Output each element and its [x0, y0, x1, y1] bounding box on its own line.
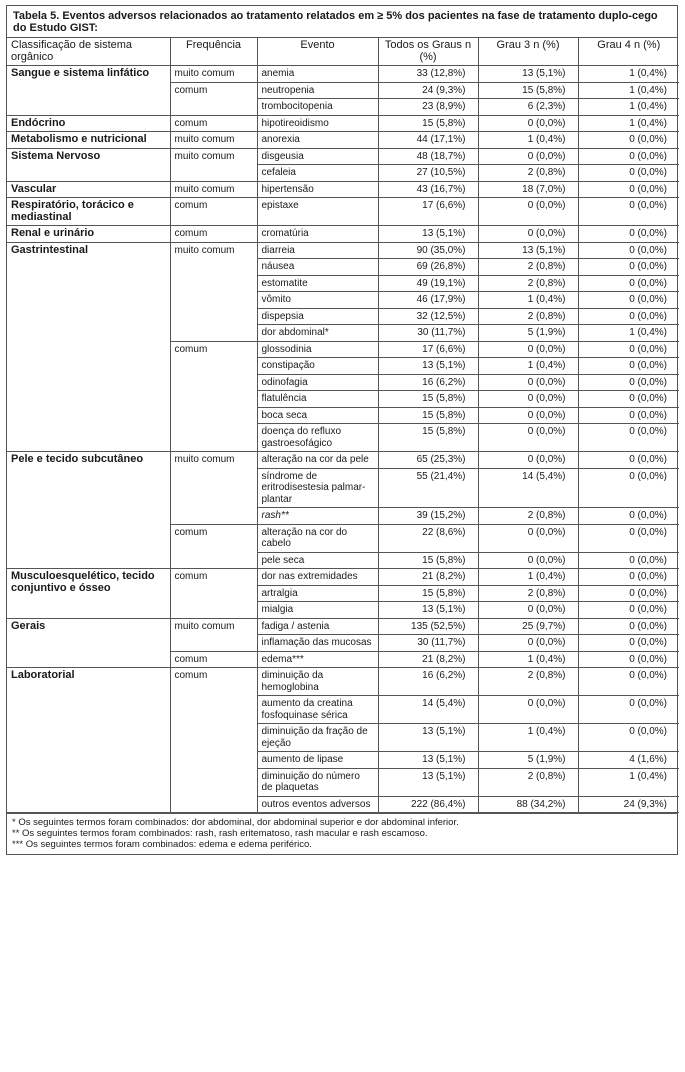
grade-3-cell: 0 (0,0%) — [478, 524, 578, 552]
all-grades-cell: 14 (5,4%) — [378, 696, 478, 724]
grade-4-cell: 0 (0,0%) — [578, 569, 679, 586]
grade-3-cell: 18 (7,0%) — [478, 181, 578, 198]
event-cell: aumento de lipase — [257, 752, 378, 769]
all-grades-cell: 27 (10,5%) — [378, 165, 478, 182]
header-grade-3: Grau 3 n (%) — [478, 38, 578, 66]
grade-3-cell: 1 (0,4%) — [478, 358, 578, 375]
grade-3-cell: 2 (0,8%) — [478, 668, 578, 696]
grade-3-cell: 0 (0,0%) — [478, 115, 578, 132]
grade-4-cell: 1 (0,4%) — [578, 115, 679, 132]
header-frequency: Frequência — [170, 38, 257, 66]
grade-3-cell: 0 (0,0%) — [478, 602, 578, 619]
event-cell: trombocitopenia — [257, 99, 378, 116]
all-grades-cell: 32 (12,5%) — [378, 308, 478, 325]
grade-4-cell: 0 (0,0%) — [578, 292, 679, 309]
all-grades-cell: 24 (9,3%) — [378, 82, 478, 99]
grade-4-cell: 1 (0,4%) — [578, 768, 679, 796]
grade-3-cell: 13 (5,1%) — [478, 66, 578, 83]
grade-3-cell: 2 (0,8%) — [478, 165, 578, 182]
table-row — [7, 181, 679, 198]
grade-3-cell: 15 (5,8%) — [478, 82, 578, 99]
grade-3-cell: 1 (0,4%) — [478, 569, 578, 586]
all-grades-cell: 13 (5,1%) — [378, 226, 478, 243]
event-cell: hipotireoidismo — [257, 115, 378, 132]
event-cell: edema*** — [257, 651, 378, 668]
footnote-line: * Os seguintes termos foram combinados: dor abdominal, dor abdominal superior e dor abdominal inferior. — [12, 817, 459, 828]
event-cell: inflamação das mucosas — [257, 635, 378, 652]
frequency-cell: comum — [170, 341, 257, 452]
table-row — [7, 618, 679, 635]
all-grades-cell: 23 (8,9%) — [378, 99, 478, 116]
grade-4-cell: 4 (1,6%) — [578, 752, 679, 769]
adverse-events-table — [7, 38, 679, 813]
all-grades-cell: 135 (52,5%) — [378, 618, 478, 635]
event-cell: dispepsia — [257, 308, 378, 325]
grade-3-cell: 2 (0,8%) — [478, 508, 578, 525]
system-class-cell: Laboratorial — [7, 668, 170, 813]
frequency-cell: comum — [170, 524, 257, 569]
grade-3-cell: 0 (0,0%) — [478, 424, 578, 452]
all-grades-cell: 39 (15,2%) — [378, 508, 478, 525]
event-cell: outros eventos adversos — [257, 796, 378, 813]
table-row — [7, 148, 679, 165]
system-class-cell: Renal e urinário — [7, 226, 170, 243]
all-grades-cell: 222 (86,4%) — [378, 796, 478, 813]
frequency-cell: comum — [170, 82, 257, 115]
grade-4-cell: 0 (0,0%) — [578, 618, 679, 635]
all-grades-cell: 13 (5,1%) — [378, 752, 478, 769]
event-cell: síndrome de eritrodisestesia palmar-plantar — [257, 468, 378, 508]
grade-4-cell: 0 (0,0%) — [578, 165, 679, 182]
header-all-grades: Todos os Graus n (%) — [378, 38, 478, 66]
all-grades-cell: 30 (11,7%) — [378, 325, 478, 342]
event-cell: disgeusia — [257, 148, 378, 165]
grade-4-cell: 0 (0,0%) — [578, 524, 679, 552]
grade-4-cell: 1 (0,4%) — [578, 99, 679, 116]
all-grades-cell: 33 (12,8%) — [378, 66, 478, 83]
all-grades-cell: 65 (25,3%) — [378, 452, 478, 469]
grade-4-cell: 0 (0,0%) — [578, 552, 679, 569]
all-grades-cell: 17 (6,6%) — [378, 341, 478, 358]
all-grades-cell: 13 (5,1%) — [378, 358, 478, 375]
frequency-cell: muito comum — [170, 148, 257, 181]
grade-3-cell: 88 (34,2%) — [478, 796, 578, 813]
table-row — [7, 198, 679, 226]
table-row — [7, 66, 679, 83]
all-grades-cell: 46 (17,9%) — [378, 292, 478, 309]
grade-3-cell: 0 (0,0%) — [478, 391, 578, 408]
event-cell: fadiga / astenia — [257, 618, 378, 635]
all-grades-cell: 15 (5,8%) — [378, 391, 478, 408]
event-cell: artralgia — [257, 585, 378, 602]
system-class-cell: Musculoesquelético, tecido conjuntivo e ósseo — [7, 569, 170, 619]
grade-4-cell: 0 (0,0%) — [578, 724, 679, 752]
grade-4-cell: 1 (0,4%) — [578, 82, 679, 99]
all-grades-cell: 15 (5,8%) — [378, 552, 478, 569]
grade-4-cell: 0 (0,0%) — [578, 508, 679, 525]
all-grades-cell: 13 (5,1%) — [378, 602, 478, 619]
grade-4-cell: 0 (0,0%) — [578, 696, 679, 724]
event-cell: glossodinia — [257, 341, 378, 358]
adverse-events-table-frame — [6, 5, 678, 855]
table-row — [7, 115, 679, 132]
system-class-cell: Sistema Nervoso — [7, 148, 170, 181]
all-grades-cell: 15 (5,8%) — [378, 585, 478, 602]
grade-3-cell: 0 (0,0%) — [478, 226, 578, 243]
grade-4-cell: 0 (0,0%) — [578, 391, 679, 408]
grade-3-cell: 1 (0,4%) — [478, 724, 578, 752]
event-cell: flatulência — [257, 391, 378, 408]
grade-3-cell: 2 (0,8%) — [478, 308, 578, 325]
event-cell: aumento da creatina fosfoquinase sérica — [257, 696, 378, 724]
system-class-cell: Metabolismo e nutricional — [7, 132, 170, 149]
frequency-cell: comum — [170, 651, 257, 668]
event-cell: vômito — [257, 292, 378, 309]
header-event: Evento — [257, 38, 378, 66]
all-grades-cell: 15 (5,8%) — [378, 424, 478, 452]
all-grades-cell: 44 (17,1%) — [378, 132, 478, 149]
all-grades-cell: 13 (5,1%) — [378, 768, 478, 796]
all-grades-cell: 22 (8,6%) — [378, 524, 478, 552]
grade-4-cell: 0 (0,0%) — [578, 651, 679, 668]
grade-3-cell: 14 (5,4%) — [478, 468, 578, 508]
frequency-cell: muito comum — [170, 132, 257, 149]
table-row — [7, 668, 679, 696]
grade-4-cell: 0 (0,0%) — [578, 635, 679, 652]
grade-4-cell: 0 (0,0%) — [578, 424, 679, 452]
all-grades-cell: 49 (19,1%) — [378, 275, 478, 292]
grade-4-cell: 0 (0,0%) — [578, 585, 679, 602]
grade-3-cell: 0 (0,0%) — [478, 407, 578, 424]
all-grades-cell: 69 (26,8%) — [378, 259, 478, 276]
grade-4-cell: 1 (0,4%) — [578, 325, 679, 342]
all-grades-cell: 43 (16,7%) — [378, 181, 478, 198]
grade-3-cell: 25 (9,7%) — [478, 618, 578, 635]
table-row — [7, 452, 679, 469]
all-grades-cell: 16 (6,2%) — [378, 668, 478, 696]
grade-4-cell: 0 (0,0%) — [578, 242, 679, 259]
event-cell — [257, 508, 378, 525]
event-cell: diarreia — [257, 242, 378, 259]
table-row — [7, 242, 679, 259]
grade-3-cell: 0 (0,0%) — [478, 452, 578, 469]
header-row — [7, 38, 679, 66]
grade-3-cell: 5 (1,9%) — [478, 752, 578, 769]
event-cell: pele seca — [257, 552, 378, 569]
event-cell: dor abdominal* — [257, 325, 378, 342]
all-grades-cell: 21 (8,2%) — [378, 651, 478, 668]
event-cell: diminuição da hemoglobina — [257, 668, 378, 696]
grade-3-cell: 0 (0,0%) — [478, 635, 578, 652]
table-row — [7, 569, 679, 586]
frequency-cell: muito comum — [170, 242, 257, 341]
grade-3-cell: 0 (0,0%) — [478, 552, 578, 569]
event-cell: anorexia — [257, 132, 378, 149]
event-cell: doença do refluxo gastroesofágico — [257, 424, 378, 452]
event-cell: anemia — [257, 66, 378, 83]
all-grades-cell: 48 (18,7%) — [378, 148, 478, 165]
grade-3-cell: 0 (0,0%) — [478, 198, 578, 226]
event-cell: neutropenia — [257, 82, 378, 99]
event-cell: alteração na cor do cabelo — [257, 524, 378, 552]
system-class-cell: Sangue e sistema linfático — [7, 66, 170, 116]
grade-3-cell: 1 (0,4%) — [478, 132, 578, 149]
grade-3-cell: 1 (0,4%) — [478, 651, 578, 668]
frequency-cell: comum — [170, 226, 257, 243]
event-cell: epistaxe — [257, 198, 378, 226]
grade-3-cell: 0 (0,0%) — [478, 148, 578, 165]
grade-4-cell: 0 (0,0%) — [578, 341, 679, 358]
frequency-cell: comum — [170, 569, 257, 619]
grade-4-cell: 0 (0,0%) — [578, 132, 679, 149]
grade-3-cell: 2 (0,8%) — [478, 259, 578, 276]
grade-4-cell: 0 (0,0%) — [578, 181, 679, 198]
header-grade-4: Grau 4 n (%) — [578, 38, 679, 66]
grade-3-cell: 5 (1,9%) — [478, 325, 578, 342]
event-cell: alteração na cor da pele — [257, 452, 378, 469]
system-class-cell: Pele e tecido subcutâneo — [7, 452, 170, 569]
grade-3-cell: 2 (0,8%) — [478, 585, 578, 602]
grade-4-cell: 0 (0,0%) — [578, 148, 679, 165]
grade-3-cell: 6 (2,3%) — [478, 99, 578, 116]
system-class-cell: Endócrino — [7, 115, 170, 132]
table-row — [7, 226, 679, 243]
event-cell: dor nas extremidades — [257, 569, 378, 586]
grade-3-cell: 2 (0,8%) — [478, 275, 578, 292]
frequency-cell: muito comum — [170, 66, 257, 83]
all-grades-cell: 15 (5,8%) — [378, 407, 478, 424]
event-cell: estomatite — [257, 275, 378, 292]
all-grades-cell: 90 (35,0%) — [378, 242, 478, 259]
frequency-cell: comum — [170, 198, 257, 226]
grade-3-cell: 0 (0,0%) — [478, 696, 578, 724]
footnote-line: *** Os seguintes termos foram combinados: edema e edema periférico. — [12, 839, 312, 850]
event-cell: hipertensão — [257, 181, 378, 198]
grade-3-cell: 0 (0,0%) — [478, 374, 578, 391]
table-title: Tabela 5. Eventos adversos relacionados ao tratamento relatados em ≥ 5% dos pacientes na fase de tratamento duplo-cego do Estudo GIST: — [7, 6, 677, 38]
grade-3-cell: 0 (0,0%) — [478, 341, 578, 358]
grade-4-cell: 0 (0,0%) — [578, 668, 679, 696]
all-grades-cell: 16 (6,2%) — [378, 374, 478, 391]
all-grades-cell: 17 (6,6%) — [378, 198, 478, 226]
event-cell: cefaleia — [257, 165, 378, 182]
grade-4-cell: 0 (0,0%) — [578, 198, 679, 226]
footnote-line: ** Os seguintes termos foram combinados: rash, rash eritematoso, rash macular e rash escamoso. — [12, 828, 428, 839]
grade-4-cell: 0 (0,0%) — [578, 308, 679, 325]
grade-3-cell: 2 (0,8%) — [478, 768, 578, 796]
event-italic-term: rash** — [261, 510, 289, 521]
header-system: Classificação de sistema orgânico — [7, 38, 170, 66]
grade-4-cell: 0 (0,0%) — [578, 468, 679, 508]
frequency-cell: muito comum — [170, 452, 257, 525]
system-class-cell: Gastrintestinal — [7, 242, 170, 452]
grade-4-cell: 1 (0,4%) — [578, 66, 679, 83]
event-cell: diminuição da fração de ejeção — [257, 724, 378, 752]
event-cell: odinofagia — [257, 374, 378, 391]
system-class-cell: Respiratório, torácico e mediastinal — [7, 198, 170, 226]
grade-4-cell: 0 (0,0%) — [578, 374, 679, 391]
event-cell: cromatúria — [257, 226, 378, 243]
footnotes — [7, 813, 677, 854]
grade-4-cell: 0 (0,0%) — [578, 358, 679, 375]
event-cell: diminuição do número de plaquetas — [257, 768, 378, 796]
grade-4-cell: 0 (0,0%) — [578, 226, 679, 243]
frequency-cell: comum — [170, 668, 257, 813]
grade-4-cell: 0 (0,0%) — [578, 275, 679, 292]
frequency-cell: comum — [170, 115, 257, 132]
grade-3-cell: 13 (5,1%) — [478, 242, 578, 259]
all-grades-cell: 13 (5,1%) — [378, 724, 478, 752]
grade-4-cell: 0 (0,0%) — [578, 602, 679, 619]
grade-4-cell: 0 (0,0%) — [578, 259, 679, 276]
grade-4-cell: 0 (0,0%) — [578, 407, 679, 424]
all-grades-cell: 15 (5,8%) — [378, 115, 478, 132]
event-cell: boca seca — [257, 407, 378, 424]
frequency-cell: muito comum — [170, 181, 257, 198]
table-body — [7, 66, 679, 813]
all-grades-cell: 55 (21,4%) — [378, 468, 478, 508]
event-cell: mialgia — [257, 602, 378, 619]
grade-4-cell: 24 (9,3%) — [578, 796, 679, 813]
event-cell: constipação — [257, 358, 378, 375]
table-row — [7, 132, 679, 149]
grade-3-cell: 1 (0,4%) — [478, 292, 578, 309]
all-grades-cell: 21 (8,2%) — [378, 569, 478, 586]
event-cell: náusea — [257, 259, 378, 276]
all-grades-cell: 30 (11,7%) — [378, 635, 478, 652]
system-class-cell: Vascular — [7, 181, 170, 198]
frequency-cell: muito comum — [170, 618, 257, 651]
system-class-cell: Gerais — [7, 618, 170, 668]
grade-4-cell: 0 (0,0%) — [578, 452, 679, 469]
